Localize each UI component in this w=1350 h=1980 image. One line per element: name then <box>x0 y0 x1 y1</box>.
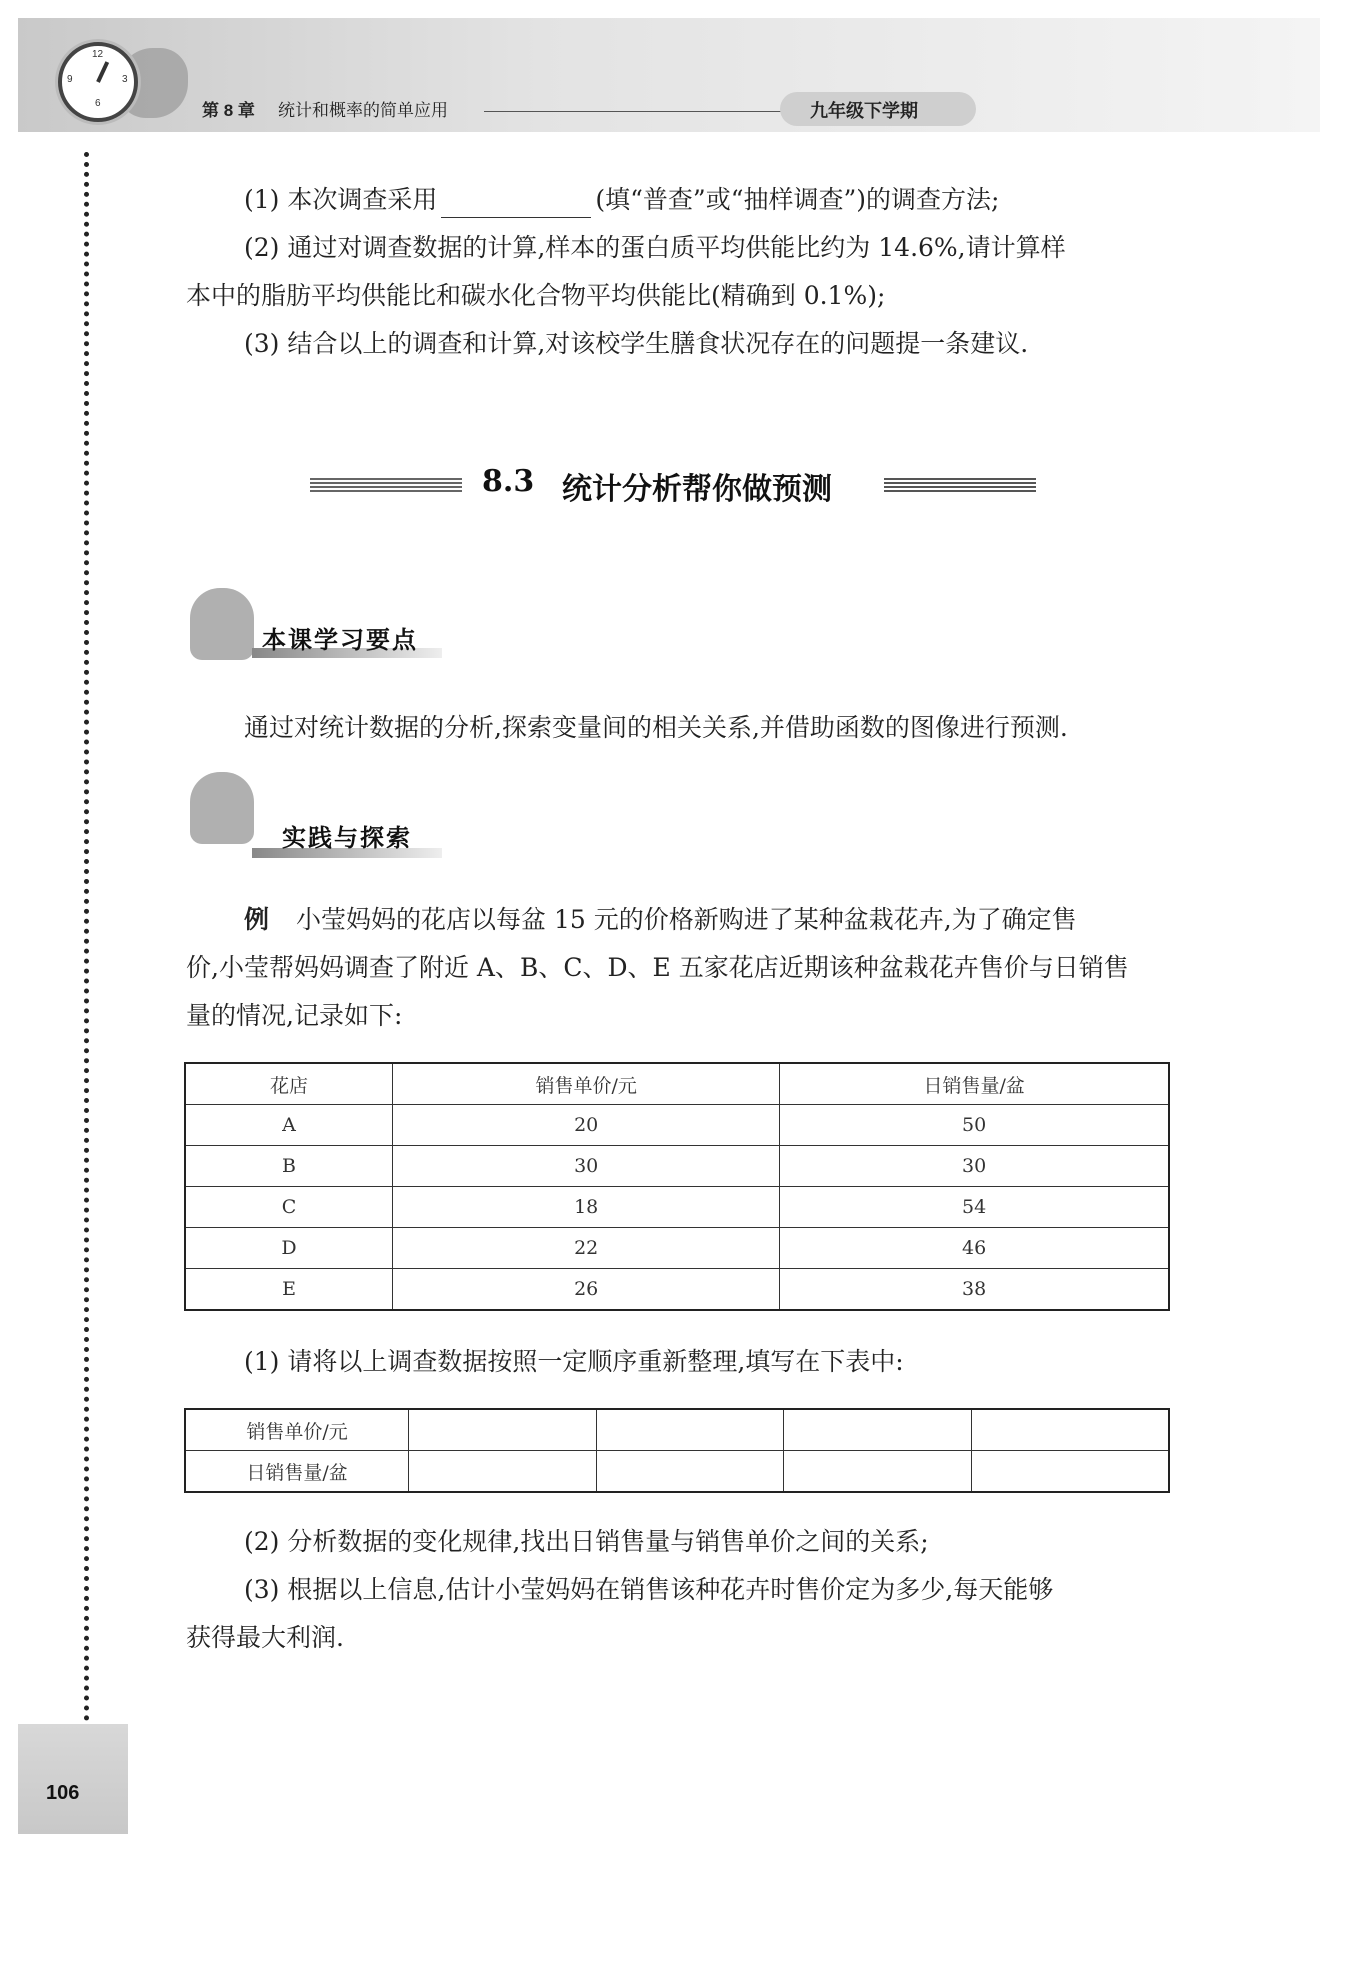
table-cell: B <box>185 1146 393 1187</box>
table-row <box>185 1187 1169 1228</box>
clock-number: 12 <box>92 49 104 60</box>
chapter-number: 第 8 章 <box>202 101 255 120</box>
row-label: 销售单价/元 <box>185 1409 409 1451</box>
example-line-1: 小莹妈妈的花店以每盆 15 元的价格新购进了某种盆栽花卉,为了确定售 <box>296 905 1077 934</box>
clock-icon <box>58 42 138 122</box>
answer-blank <box>441 191 591 218</box>
table-cell: D <box>185 1228 393 1269</box>
question-3-line-1: (3) 根据以上信息,估计小莹妈妈在销售该种花卉时售价定为多少,每天能够 <box>244 1575 1054 1604</box>
row-label: 日销售量/盆 <box>185 1451 409 1493</box>
blank-cell <box>784 1451 972 1493</box>
example-line-3: 量的情况,记录如下: <box>186 1001 403 1030</box>
table-cell: 38 <box>780 1269 1169 1311</box>
table-row <box>185 1451 1169 1493</box>
example-line-2: 价,小莹帮妈妈调查了附近 A、B、C、D、E 五家花店近期该种盆栽花卉售价与日销售 <box>186 953 1129 982</box>
question-1-prefix: (1) 本次调查采用 <box>244 185 438 214</box>
blank-cell <box>409 1409 597 1451</box>
question-3-line-2: 获得最大利润. <box>186 1623 344 1652</box>
table-header: 花店 <box>185 1063 393 1105</box>
key-points-text: 通过对统计数据的分析,探索变量间的相关关系,并借助函数的图像进行预测. <box>244 713 1068 742</box>
example-label: 例 <box>244 905 270 934</box>
table-cell: 30 <box>393 1146 780 1187</box>
grade-label: 九年级下学期 <box>810 101 918 121</box>
student-surfing-icon <box>190 772 254 844</box>
fill-in-table <box>184 1408 1170 1493</box>
question-2-example: (2) 分析数据的变化规律,找出日销售量与销售单价之间的关系; <box>244 1527 929 1556</box>
section-number: 8.3 <box>482 464 535 499</box>
practice-badge: 实践与探索 <box>282 825 412 852</box>
table-cell: 18 <box>393 1187 780 1228</box>
blank-cell <box>971 1451 1169 1493</box>
question-1-top <box>244 182 999 218</box>
section-decoration-right <box>884 478 1036 494</box>
student-reading-icon <box>190 588 254 660</box>
table-row <box>185 1105 1169 1146</box>
chapter-title: 统计和概率的简单应用 <box>278 101 448 120</box>
table-row <box>185 1228 1169 1269</box>
page-number-band <box>18 1724 128 1834</box>
section-title: 统计分析帮你做预测 <box>562 472 832 507</box>
table-row <box>185 1269 1169 1311</box>
table-cell: 26 <box>393 1269 780 1311</box>
clock-number: 9 <box>67 74 73 85</box>
blank-cell <box>784 1409 972 1451</box>
clock-number: 3 <box>122 74 128 85</box>
question-2-line-2: 本中的脂肪平均供能比和碳水化合物平均供能比(精确到 0.1%); <box>186 281 886 310</box>
table-cell: 22 <box>393 1228 780 1269</box>
table-cell: 50 <box>780 1105 1169 1146</box>
section-decoration-left <box>310 478 462 494</box>
margin-dotted-line <box>84 152 89 1722</box>
table-cell: A <box>185 1105 393 1146</box>
table-header: 日销售量/盆 <box>780 1063 1169 1105</box>
header-rule <box>484 111 790 112</box>
question-1-example: (1) 请将以上调查数据按照一定顺序重新整理,填写在下表中: <box>244 1347 904 1376</box>
table-header: 销售单价/元 <box>393 1063 780 1105</box>
clock-number: 6 <box>95 98 101 109</box>
blank-cell <box>409 1451 597 1493</box>
page-number: 106 <box>46 1782 80 1804</box>
table-header-row <box>185 1063 1169 1105</box>
table-cell: 20 <box>393 1105 780 1146</box>
blank-cell <box>596 1409 784 1451</box>
clock-hand <box>96 61 109 83</box>
table-cell: E <box>185 1269 393 1311</box>
table-cell: 30 <box>780 1146 1169 1187</box>
table-row <box>185 1146 1169 1187</box>
blank-cell <box>971 1409 1169 1451</box>
table-row <box>185 1409 1169 1451</box>
survey-table <box>184 1062 1170 1311</box>
question-1-suffix: (填“普查”或“抽样调查”)的调查方法; <box>595 185 1000 214</box>
blank-cell <box>596 1451 784 1493</box>
table-cell: 46 <box>780 1228 1169 1269</box>
key-points-badge: 本课学习要点 <box>262 627 418 654</box>
table-cell: 54 <box>780 1187 1169 1228</box>
question-2-line-1: (2) 通过对调查数据的计算,样本的蛋白质平均供能比约为 14.6%,请计算样 <box>244 233 1066 262</box>
question-3-top: (3) 结合以上的调查和计算,对该校学生膳食状况存在的问题提一条建议. <box>244 329 1029 358</box>
table-cell: C <box>185 1187 393 1228</box>
